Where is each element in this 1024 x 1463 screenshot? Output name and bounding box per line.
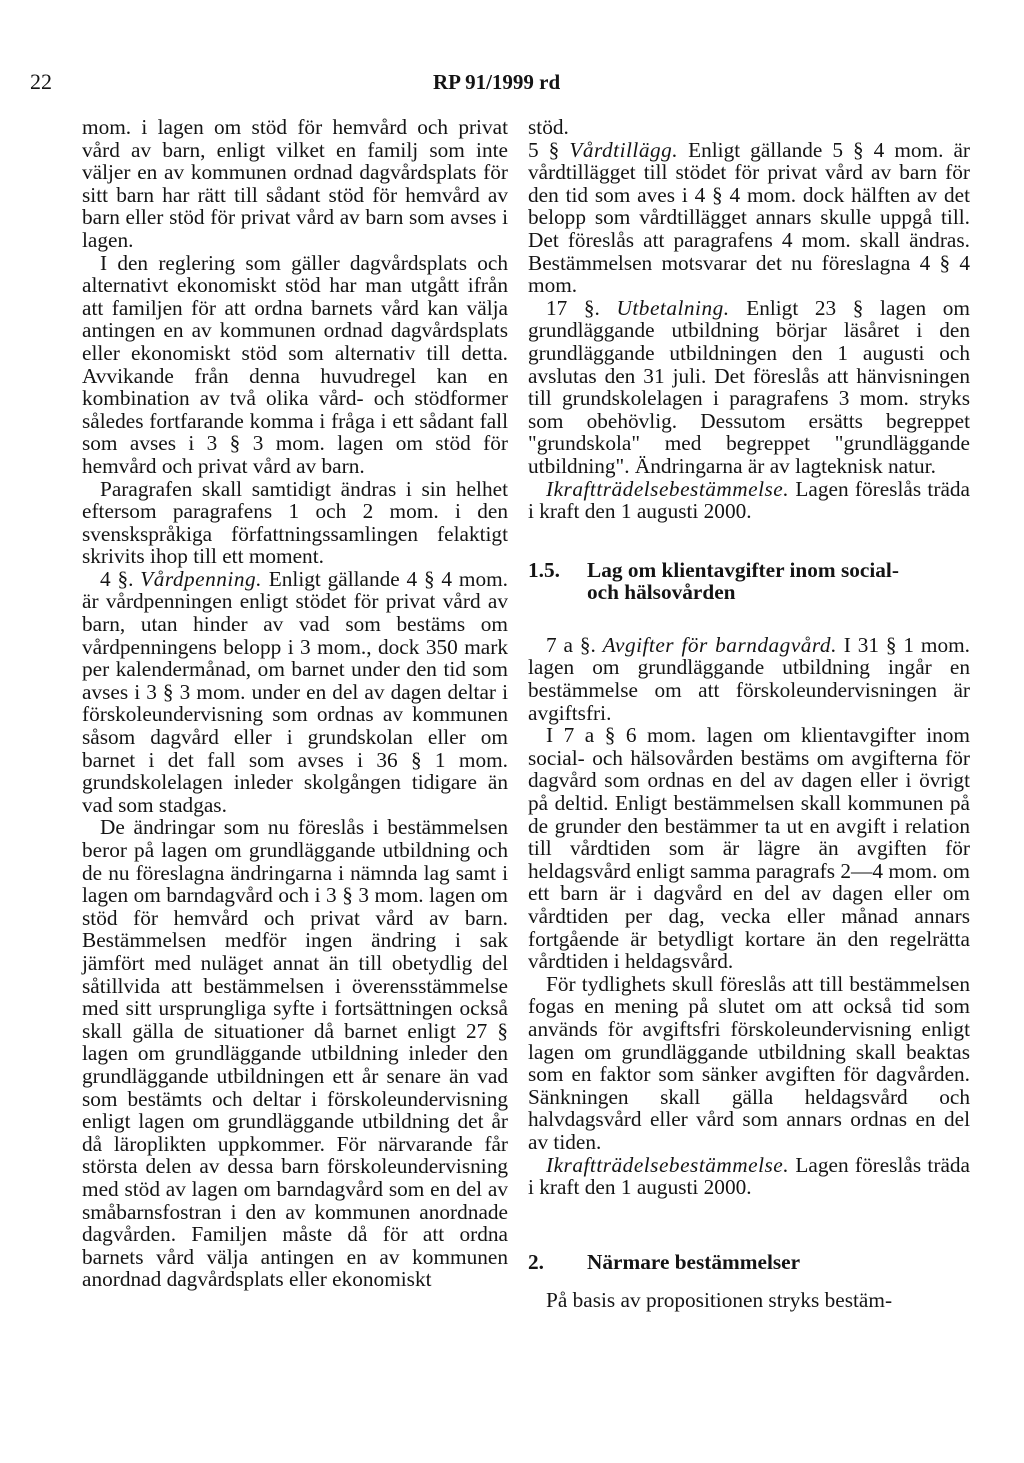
paragraph-section-17	[528, 297, 970, 478]
heading-number: 1.5.	[528, 557, 560, 582]
heading-text: Lag om klientavgifter inom social- och hälsovården	[587, 557, 899, 605]
paragraph: Paragrafen skall samtidigt ändras i sin helhet eftersom paragrafens 1 och 2 mom. i den svenskspråkiga författningssamlingen felaktigt skrivits ihop till ett moment.	[82, 476, 508, 569]
section-heading-1-5	[528, 559, 970, 604]
section-body: I 31 § 1 mom. lagen om grundläggande utbildning ingår en bestämmelse om att förskoleundervisningen är avgiftsfri.	[528, 632, 970, 725]
paragraph-entry-into-force	[528, 478, 970, 523]
section-body: Enligt 23 § lagen om grundläggande utbildning börjar läsåret i den grundläggande utbildningen den 1 augusti och avslutas den 31 juli. Det föreslås att hänvisningen till grundskolelagen i paragrafens 3 mom. stryks som obehövlig. Dessutom ersätts begreppet "grundskola" med begreppet "grundläggande utbildning". Ändringarna är av lagteknisk natur.	[528, 295, 970, 478]
heading-text: Närmare bestämmelser	[587, 1249, 801, 1274]
section-number: 4 §.	[100, 566, 141, 591]
paragraph-section-7a	[528, 634, 970, 724]
section-body: Enligt gällande 5 § 4 mom. är vårdtillägget till stödet för privat vård av barn för den tid som aves i 4 § 4 mom. dock hälften av det belopp som vårdtillägget annars skulle uppgå till. Det föreslås att paragrafens 4 mom. skall ändras. Bestämmelsen motsvarar det nu föreslagna 4 § 4 mom.	[528, 137, 970, 298]
paragraph: I 7 a § 6 mom. lagen om klientavgifter inom social- och hälsovården bestäms om avgifterna för dagvård som ordnas en del av dagen eller i övrigt på deltid. Enligt bestämmelsen skall kommunen på de grunder den bestämmer ta ut en avgift i relation till vårdtiden som är lägre än avgiften för heldagsvård enligt samma paragrafs 2—4 mom. om ett barn är i dagvård en del av dagen eller om vårdtiden per dag, vecka eller månad annars fortgående är betydligt kortare än den regelrätta vårdtiden i heldagsvård.	[528, 723, 970, 974]
running-header: RP 91/1999 rd	[433, 70, 561, 94]
heading-number: 2.	[528, 1249, 544, 1274]
paragraph: mom. i lagen om stöd för hemvård och privat vård av barn, enligt vilket en familj som inte väljer en av kommunen ordnad dagvårdsplats för sitt barn har rätt till sådant stöd för hemvård av barn eller stöd för privat vård av barn som avses i lagen.	[82, 115, 508, 252]
left-column	[82, 116, 508, 1291]
section-title: Utbetalning.	[616, 295, 730, 320]
section-body: Enligt gällande 4 § 4 mom. är vårdpenningen enligt stödet för privat vård av barn, utan hinder av vad som bestäms om vårdpenningens belopp i 3 mom., dock 350 mark per kalendermånad, om barnet under den tid som avses i 3 § 3 mom. under en del av dagen deltar i förskoleundervisning som ordnas av kommunen såsom dagvård eller i grundskolan eller om barnet i det fall som avses i 36 § 1 mom. grundskolelagen inleder skolgången tidigare än vad som stadgas.	[82, 566, 508, 817]
paragraph: De ändringar som nu föreslås i bestämmelsen beror på lagen om grundläggande utbildning och de nu föreslagna ändringarna i nämnda lag samt i lagen om barndagvård och i 3 § 3 mom. lagen om stöd för hemvård och privat vård av barn. Bestämmelsen medför ingen ändring i sak jämfört med nuläget annat än till obetydlig del såtillvida att bestämmelsen i överensstämmelse med sitt ursprungliga syfte i fortsättningen också skall gälla de situationer då barnet enligt 27 § lagen om grundläggande utbildning inleder den grundläggande utbildningen ett år senare än vad som bestämts och deltar i förskoleundervisning enligt lagen om grundläggande utbildning det år då läroplikten uppkommer. För närvarande får största delen av dessa barn förskoleundervisning med stöd av lagen om barndagvård som en del av småbarnsfostran i den av kommunen anordnade dagvården. Familjen måste då för att ordna barnets vård välja antingen en av kommunen anordnad dagvårdsplats eller ekonomiskt	[82, 815, 508, 1292]
right-column	[528, 116, 970, 1312]
section-number: 17 §.	[546, 295, 617, 320]
paragraph-section-4	[82, 568, 508, 817]
section-title: Avgifter för barndagvård.	[602, 632, 837, 657]
section-title: Vårdtillägg.	[569, 137, 679, 162]
paragraph: I den reglering som gäller dagvårdsplats och alternativt ekonomiskt stöd har man utgått ifrån att familjen för att ordna barnets vård kan välja antingen en av kommunen ordnad dagvårdsplats eller ekonomiskt stöd som alternativ till detta. Avvikande från denna huvudregel kan en kombination av två olika vård- och stödformer således fortfarande komma i fråga i ett sådant fall som avses i 3 § 3 mom. lagen om stöd för hemvård och privat vård av barn.	[82, 250, 508, 478]
section-title: Ikraftträdelsebestämmelse.	[546, 476, 790, 501]
section-number: 5 §	[528, 137, 570, 162]
paragraph-entry-into-force	[528, 1154, 970, 1199]
section-number: 7 a §.	[546, 632, 603, 657]
section-body: Lagen föreslås träda i kraft den 1 augusti 2000.	[528, 1152, 970, 1200]
paragraph: På basis av propositionen stryks bestäm-	[546, 1288, 893, 1313]
section-title: Vårdpenning.	[140, 566, 262, 591]
section-heading-2	[528, 1251, 970, 1274]
page-number: 22	[30, 69, 52, 94]
paragraph: stöd.	[528, 115, 569, 139]
section-title: Ikraftträdelsebestämmelse.	[546, 1152, 790, 1177]
paragraph-section-5	[528, 139, 970, 297]
paragraph: För tydlighets skull föreslås att till bestämmelsen fogas en mening på slutet om att också tid som används för avgiftsfri förskoleundervisning enligt lagen om grundläggande utbildning skall beaktas som en faktor som sänker avgiften för dagvården. Sänkningen skall gälla heldagsvård och halvdagsvård eller vård som annars ordnas en del av tiden.	[528, 971, 970, 1154]
section-body: Lagen föreslås träda i kraft den 1 augusti 2000.	[528, 476, 970, 524]
